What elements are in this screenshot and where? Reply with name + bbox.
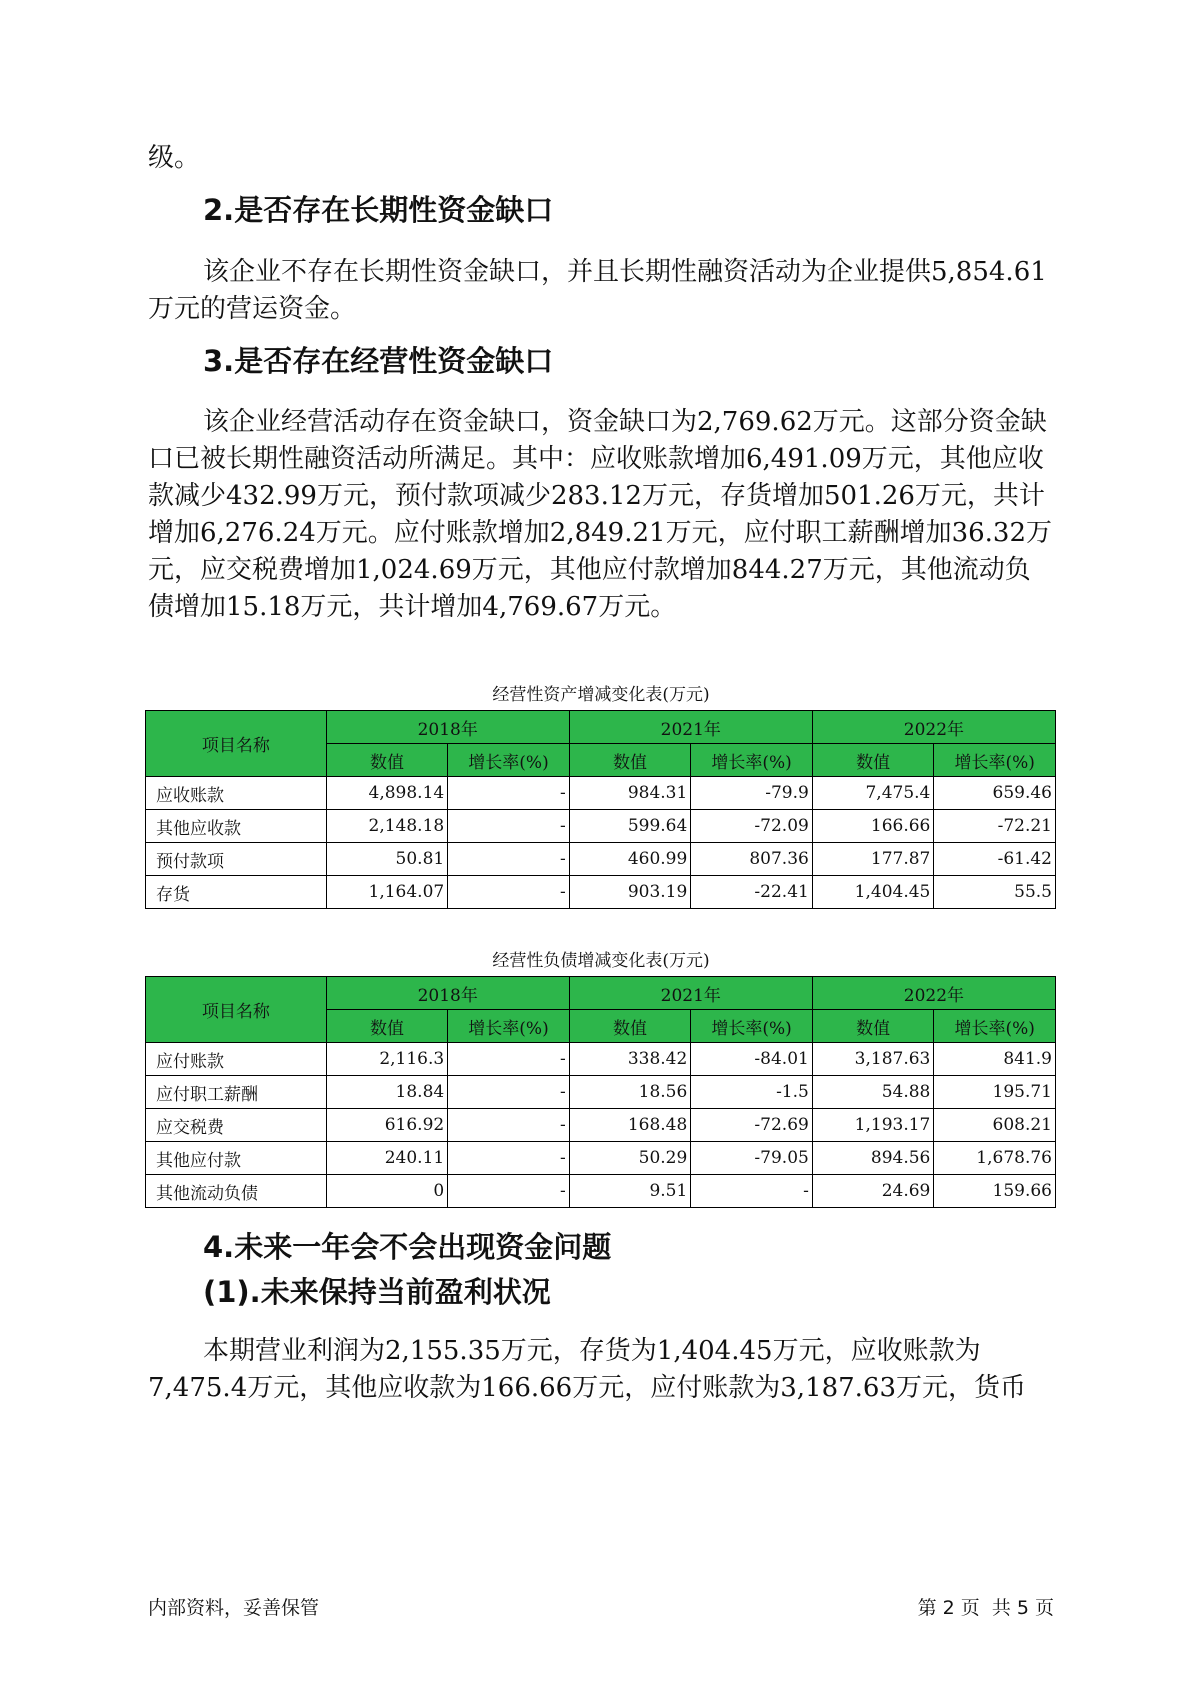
row-item-name: 预付款项 <box>146 843 327 876</box>
section4-body: 本期营业利润为2,155.35万元，存货为1,404.45万元，应收账款为7,475.4万元，其他应收款为166.66万元，应付账款为3,187.63万元，货币 <box>148 1336 1026 1403</box>
growth-rate-cell: 1,678.76 <box>934 1142 1056 1175</box>
value-cell: 168.48 <box>569 1109 691 1142</box>
value-cell: 1,164.07 <box>326 876 448 909</box>
liabilities-table-caption: 经营性负债增减变化表(万元) <box>492 951 710 971</box>
growth-rate-cell: -22.41 <box>691 876 813 909</box>
value-cell: 177.87 <box>812 843 934 876</box>
value-cell: 338.42 <box>569 1043 691 1076</box>
table-row <box>146 843 1056 876</box>
value-cell: 0 <box>326 1175 448 1208</box>
value-cell: 1,404.45 <box>812 876 934 909</box>
value-cell: 4,898.14 <box>326 777 448 810</box>
value-cell: 2,116.3 <box>326 1043 448 1076</box>
row-item-name: 应付职工薪酬 <box>146 1076 327 1109</box>
year-header: 2021年 <box>569 977 812 1010</box>
value-cell: 50.81 <box>326 843 448 876</box>
value-cell: 460.99 <box>569 843 691 876</box>
year-header: 2018年 <box>326 711 569 744</box>
value-cell: 1,193.17 <box>812 1109 934 1142</box>
growth-rate-cell: 55.5 <box>934 876 1056 909</box>
assets-change-table <box>145 710 1056 909</box>
table-header-row <box>146 977 1056 1010</box>
value-cell: 7,475.4 <box>812 777 934 810</box>
section2-heading: 2.是否存在长期性资金缺口 <box>203 193 554 227</box>
value-column-header: 数值 <box>812 744 934 777</box>
row-item-name: 应收账款 <box>146 777 327 810</box>
growth-rate-cell: 659.46 <box>934 777 1056 810</box>
growth-rate-cell: 841.9 <box>934 1043 1056 1076</box>
section2-body: 该企业不存在长期性资金缺口，并且长期性融资活动为企业提供5,854.61万元的营运资金。 <box>148 257 1047 324</box>
growth-rate-column-header: 增长率(%) <box>448 744 570 777</box>
section4-heading: 4.未来一年会不会出现资金问题 <box>203 1230 612 1264</box>
value-column-header: 数值 <box>326 744 448 777</box>
growth-rate-cell: -72.69 <box>691 1109 813 1142</box>
growth-rate-cell: - <box>448 876 570 909</box>
growth-rate-cell: 159.66 <box>934 1175 1056 1208</box>
growth-rate-cell: -1.5 <box>691 1076 813 1109</box>
assets-table-caption: 经营性资产增减变化表(万元) <box>492 685 710 705</box>
value-cell: 9.51 <box>569 1175 691 1208</box>
row-item-name: 存货 <box>146 876 327 909</box>
value-cell: 599.64 <box>569 810 691 843</box>
table-row <box>146 1142 1056 1175</box>
growth-rate-column-header: 增长率(%) <box>934 1010 1056 1043</box>
section4-subheading: (1).未来保持当前盈利状况 <box>203 1275 551 1309</box>
item-name-header: 项目名称 <box>146 977 327 1043</box>
footer-confidential-note: 内部资料，妥善保管 <box>148 1597 320 1619</box>
growth-rate-cell: 195.71 <box>934 1076 1056 1109</box>
growth-rate-cell: - <box>448 1043 570 1076</box>
growth-rate-cell: -79.05 <box>691 1142 813 1175</box>
value-cell: 24.69 <box>812 1175 934 1208</box>
year-header: 2021年 <box>569 711 812 744</box>
growth-rate-cell: - <box>448 843 570 876</box>
value-cell: 3,187.63 <box>812 1043 934 1076</box>
row-item-name: 应交税费 <box>146 1109 327 1142</box>
growth-rate-cell: -61.42 <box>934 843 1056 876</box>
value-cell: 50.29 <box>569 1142 691 1175</box>
growth-rate-cell: - <box>448 810 570 843</box>
growth-rate-column-header: 增长率(%) <box>691 1010 813 1043</box>
table-header-row <box>146 711 1056 744</box>
growth-rate-cell: - <box>691 1175 813 1208</box>
row-item-name: 其他流动负债 <box>146 1175 327 1208</box>
table-row <box>146 876 1056 909</box>
year-header: 2018年 <box>326 977 569 1010</box>
section3-heading: 3.是否存在经营性资金缺口 <box>203 344 554 378</box>
growth-rate-cell: 608.21 <box>934 1109 1056 1142</box>
growth-rate-cell: 807.36 <box>691 843 813 876</box>
value-cell: 18.84 <box>326 1076 448 1109</box>
value-cell: 54.88 <box>812 1076 934 1109</box>
value-column-header: 数值 <box>569 744 691 777</box>
growth-rate-cell: -79.9 <box>691 777 813 810</box>
growth-rate-cell: - <box>448 1175 570 1208</box>
value-cell: 903.19 <box>569 876 691 909</box>
growth-rate-column-header: 增长率(%) <box>934 744 1056 777</box>
table-row <box>146 777 1056 810</box>
item-name-header: 项目名称 <box>146 711 327 777</box>
table-row <box>146 1076 1056 1109</box>
growth-rate-cell: - <box>448 1109 570 1142</box>
growth-rate-cell: - <box>448 777 570 810</box>
year-header: 2022年 <box>812 711 1055 744</box>
value-cell: 18.56 <box>569 1076 691 1109</box>
row-item-name: 应付账款 <box>146 1043 327 1076</box>
value-cell: 240.11 <box>326 1142 448 1175</box>
value-column-header: 数值 <box>812 1010 934 1043</box>
growth-rate-cell: -72.09 <box>691 810 813 843</box>
growth-rate-cell: -72.21 <box>934 810 1056 843</box>
intro-tail-text: 级。 <box>148 143 201 173</box>
value-column-header: 数值 <box>569 1010 691 1043</box>
growth-rate-cell: - <box>448 1076 570 1109</box>
year-header: 2022年 <box>812 977 1055 1010</box>
table-row <box>146 1175 1056 1208</box>
table-row <box>146 1109 1056 1142</box>
growth-rate-column-header: 增长率(%) <box>448 1010 570 1043</box>
value-column-header: 数值 <box>326 1010 448 1043</box>
section3-body: 该企业经营活动存在资金缺口，资金缺口为2,769.62万元。这部分资金缺口已被长期性融资活动所满足。其中：应收账款增加6,491.09万元，其他应收款减少432.99万元，预付款项减少283.12万元，存货增加501.26万元，共计增加6,276.24万元。应付账款增加2,849.21万元，应付职工薪酬增加36.32万元，应交税费增加1,024.69万元，其他应付款增加844.27万元，其他流动负债增加15.18万元，共计增加4,769.67万元。 <box>148 407 1052 622</box>
growth-rate-cell: - <box>448 1142 570 1175</box>
row-item-name: 其他应收款 <box>146 810 327 843</box>
footer-page-number: 第 2 页 共 5 页 <box>917 1597 1054 1619</box>
row-item-name: 其他应付款 <box>146 1142 327 1175</box>
value-cell: 894.56 <box>812 1142 934 1175</box>
growth-rate-column-header: 增长率(%) <box>691 744 813 777</box>
value-cell: 616.92 <box>326 1109 448 1142</box>
liabilities-change-table <box>145 976 1056 1208</box>
value-cell: 166.66 <box>812 810 934 843</box>
value-cell: 2,148.18 <box>326 810 448 843</box>
table-row <box>146 1043 1056 1076</box>
growth-rate-cell: -84.01 <box>691 1043 813 1076</box>
table-row <box>146 810 1056 843</box>
value-cell: 984.31 <box>569 777 691 810</box>
